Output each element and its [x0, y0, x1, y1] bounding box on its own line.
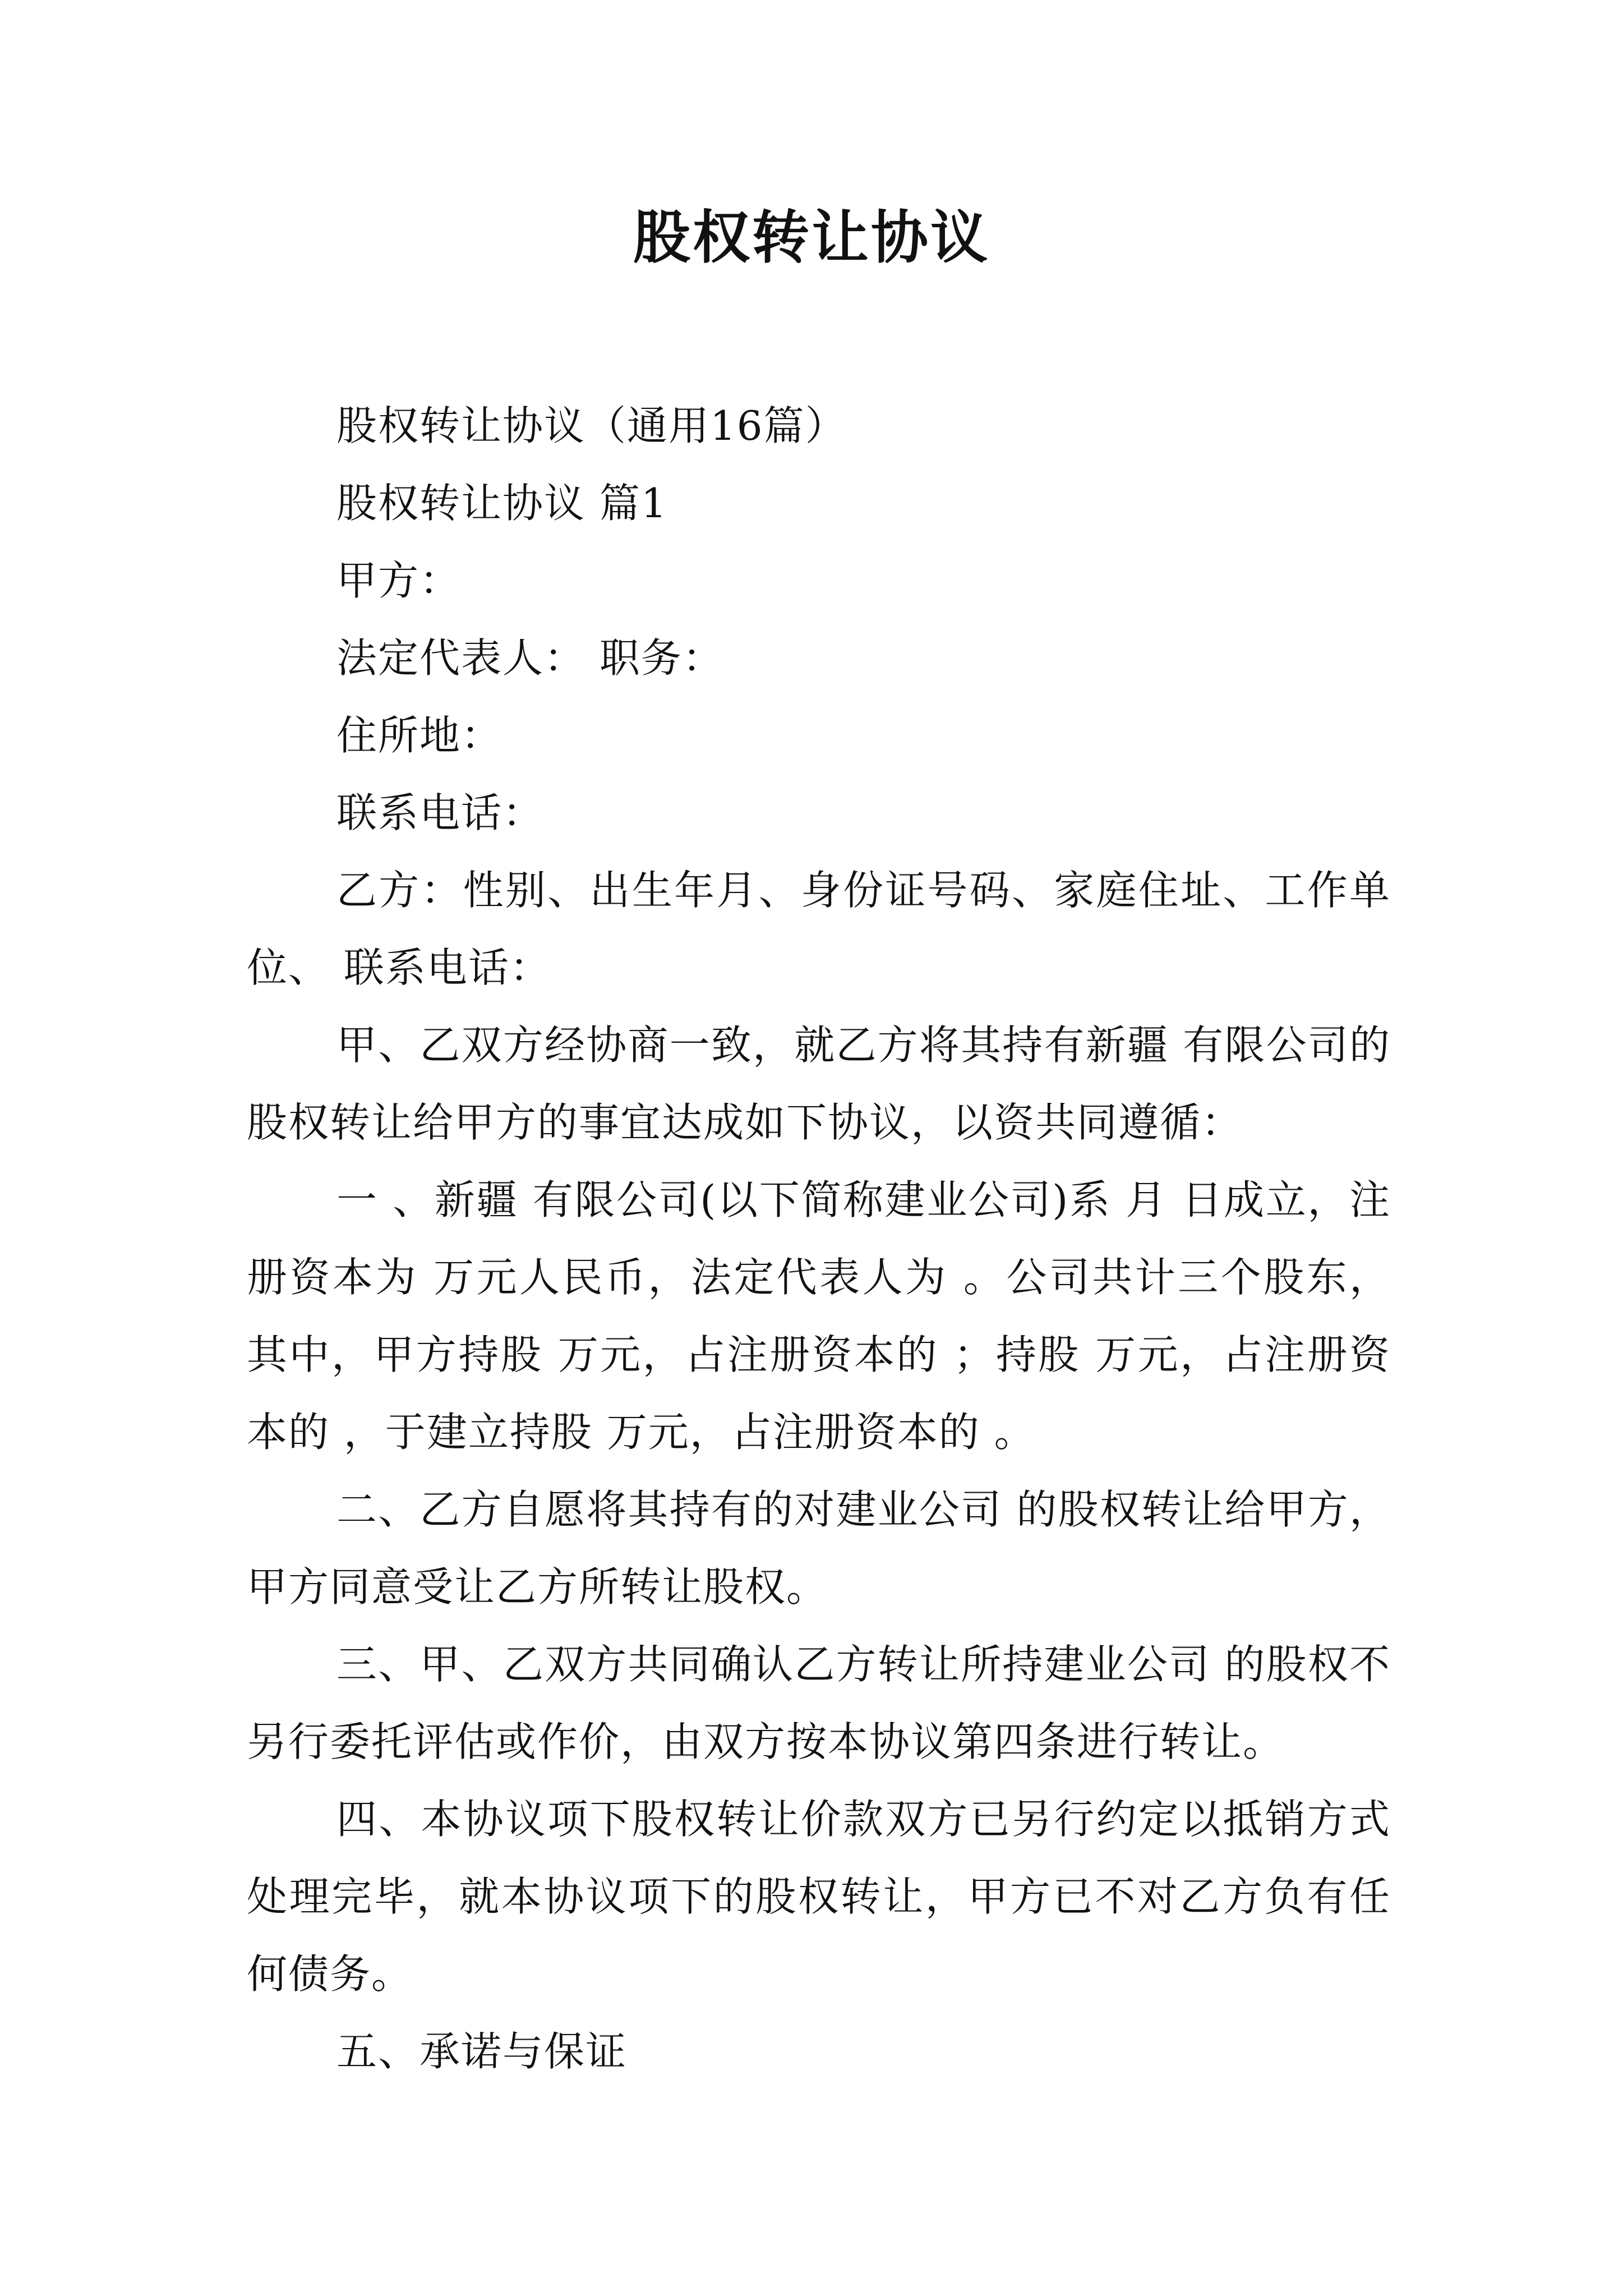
paragraph-phone: 联系电话： [336, 789, 545, 836]
paragraph-legal-representative: 法定代表人： 职务： [336, 634, 724, 682]
paragraph-heading: 股权转让协议（通用16篇） [336, 402, 847, 449]
document-body [247, 387, 1391, 2090]
paragraph-clause-4: 四、本协议项下股权转让价款双方已另行约定以抵销方式处理完毕，就本协议项下的股权转让，甲方已不对乙方负有任何债务。 [247, 1796, 1391, 1998]
paragraph-party-b: 乙方：性别、出生年月、身份证号码、家庭住址、工作单位、 联系电话： [247, 867, 1391, 991]
paragraph-section-title: 股权转让协议 篇1 [336, 480, 668, 527]
paragraph-preamble: 甲、乙双方经协商一致，就乙方将其持有新疆 有限公司的股权转让给甲方的事宜达成如下协议，以资共同遵循： [247, 1022, 1391, 1146]
paragraph-clause-3: 三、甲、乙双方共同确认乙方转让所持建业公司 的股权不另行委托评估或作价，由双方按本协议第四条进行转让。 [247, 1641, 1391, 1765]
paragraph-clause-1: 一 、新疆 有限公司(以下简称建业公司)系 月 日成立，注册资本为 万元人民币，法定代表人为 。公司共计三个股东，其中，甲方持股 万元，占注册资本的 ；持股 万元，占注册资本的 ，于建立持股 万元，占注册资本的 。 [247, 1176, 1391, 1456]
document-title: 股权转让协议 [633, 205, 990, 272]
paragraph-clause-2: 二、乙方自愿将其持有的对建业公司 的股权转让给甲方，甲方同意受让乙方所转让股权。 [247, 1486, 1391, 1611]
paragraph-clause-5: 五、承诺与保证 [336, 2028, 628, 2075]
paragraph-address: 住所地： [336, 712, 503, 759]
paragraph-party-a: 甲方： [336, 557, 462, 604]
